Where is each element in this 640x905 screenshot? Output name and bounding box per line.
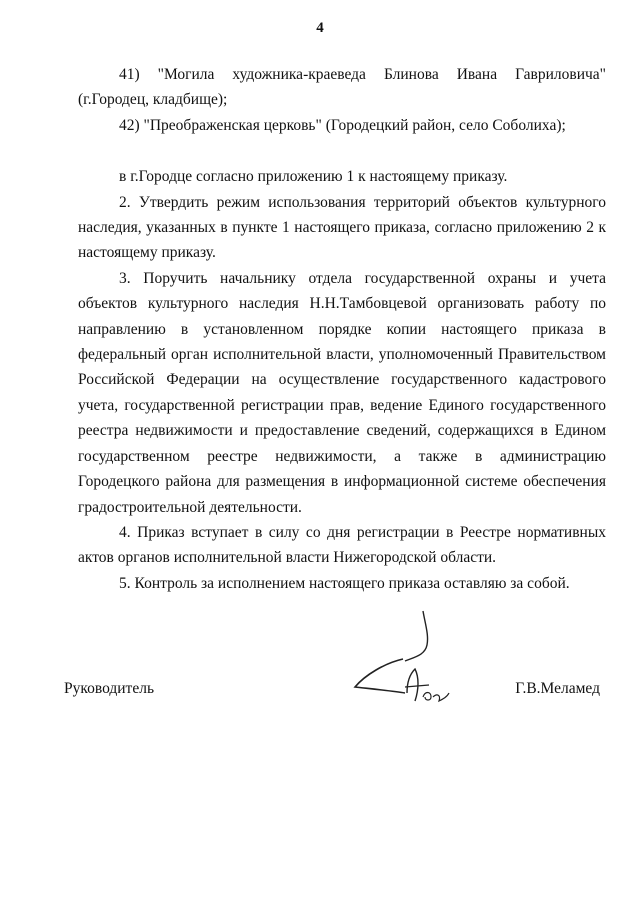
paragraph-point-4: 4. Приказ вступает в силу со дня регистрации в Реестре нормативных актов органов исполнительной власти Нижегородской области. [78,523,606,567]
paragraph-point-3: 3. Поручить начальнику отдела государственной охраны и учета объектов культурного наследия Н.Н.Тамбовцевой организовать работу по направлению в установленном порядке копии настоящего приказа в федеральный орган исполнительной власти, уполномоченный Правительством Российской Федерации на осуществление государственного кадастрового учета, государственной регистрации прав, ведение Единого государственного реестра недвижимости и предоставление сведений, содержащихся в Едином государственном реестре недвижимости, а также в администрацию Городецкого района для размещения в информационной системе обеспечения градостроительной деятельности. [78,269,606,516]
paragraph-point-2: 2. Утвердить режим использования территорий объектов культурного наследия, указанных в пункте 1 настоящего приказа, согласно приложению 2 к настоящему приказу. [78,193,606,262]
paragraph-item-41: 41) "Могила художника-краеведа Блинова Ивана Гавриловича" (г.Городец, кладбище); [78,66,606,109]
paragraph-location-clause: в г.Городце согласно приложению 1 к настоящему приказу. [119,168,508,186]
signature-block [64,680,600,700]
signatory-name: Г.В.Меламед [515,680,600,697]
paragraph-point-5: 5. Контроль за исполнением настоящего приказа оставляю за собой. [119,574,570,592]
paragraph-item-42: 42) "Преображенская церковь" (Городецкий район, село Соболиха); [119,116,566,134]
document-body [78,62,606,596]
page-number: 4 [316,20,324,36]
signatory-title: Руководитель [64,680,155,697]
